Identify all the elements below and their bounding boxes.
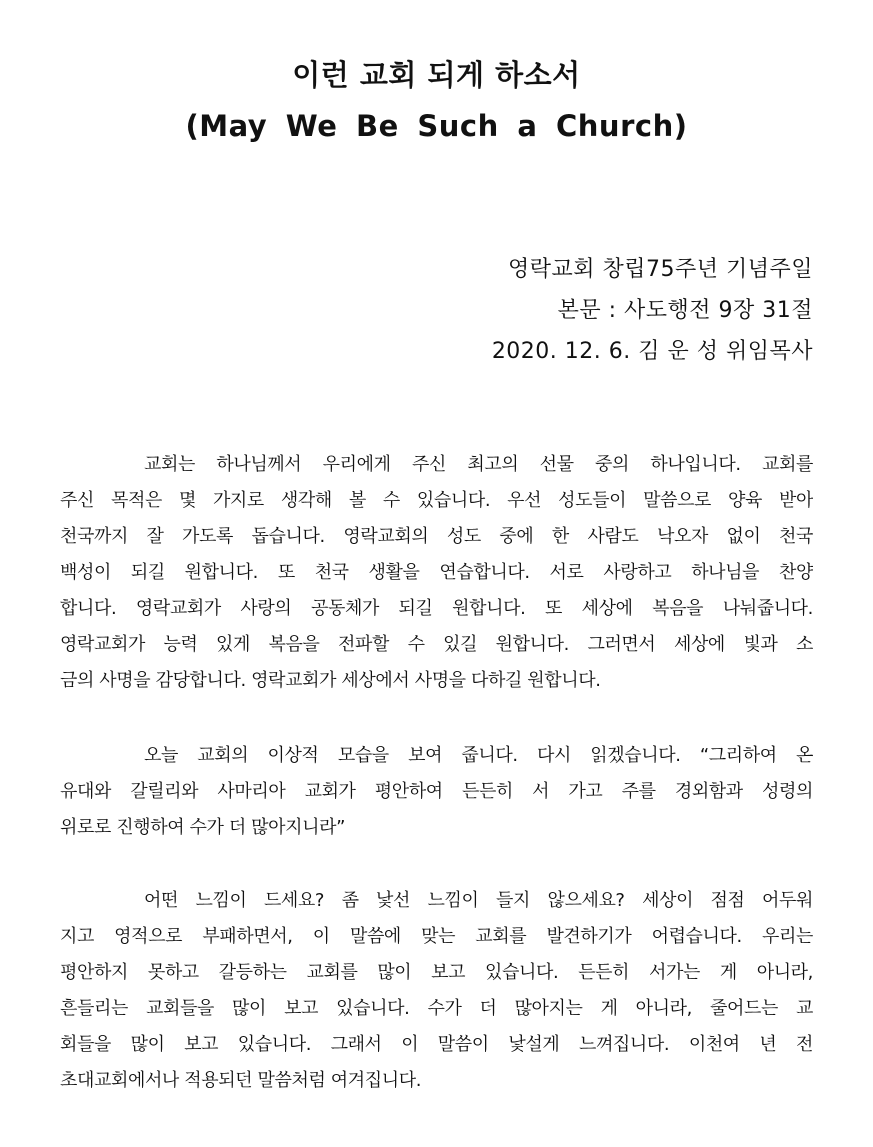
scripture-line: 본문 : 사도행전 9장 31절	[557, 298, 813, 323]
date-preacher-line: 2020. 12. 6. 김 운 성 위임목사	[491, 339, 813, 364]
paragraph-line: 초대교회에서나 적용되던 말씀처럼 여겨집니다.	[60, 1070, 422, 1091]
sermon-title-english: (May We Be Such a Church)	[185, 109, 688, 143]
paragraph-line: 위로로 진행하여 수가 더 많아지니라”	[60, 817, 346, 838]
paragraph-3	[60, 883, 813, 1099]
paragraph-2	[60, 738, 813, 846]
paragraph-line: 주신 목적은 몇 가지로 생각해 볼 수 있습니다. 우선 성도들이 말씀으로 양육 받아	[60, 490, 813, 511]
paragraph-line: 어떤 느낌이 드세요? 좀 낯선 느낌이 들지 않으세요? 세상이 점점 어두워	[144, 890, 813, 911]
paragraph-line: 흔들리는 교회들을 많이 보고 있습니다. 수가 더 많아지는 게 아니라, 줄어드는 교	[60, 998, 813, 1019]
paragraph-line: 오늘 교회의 이상적 모습을 보여 줍니다. 다시 읽겠습니다. “그리하여 온	[144, 745, 813, 766]
sermon-title: 이런 교회 되게 하소서	[292, 58, 581, 92]
paragraph-line: 유대와 갈릴리와 사마리아 교회가 평안하여 든든히 서 가고 주를 경외함과 성령의	[60, 781, 813, 802]
paragraph-line: 합니다. 영락교회가 사랑의 공동체가 되길 원합니다. 또 세상에 복음을 나눠줍니다.	[60, 598, 813, 619]
paragraph-1	[60, 447, 813, 699]
paragraph-line: 회들을 많이 보고 있습니다. 그래서 이 말씀이 낯설게 느껴집니다. 이천여 년 전	[60, 1034, 813, 1055]
paragraph-line: 평안하지 못하고 갈등하는 교회를 많이 보고 있습니다. 든든히 서가는 게 아니라,	[60, 962, 813, 983]
paragraph-line: 지고 영적으로 부패하면서, 이 말씀에 맞는 교회를 발견하기가 어렵습니다. 우리는	[60, 926, 813, 947]
paragraph-line: 백성이 되길 원합니다. 또 천국 생활을 연습합니다. 서로 사랑하고 하나님을 찬양	[60, 562, 813, 583]
paragraph-line: 영락교회가 능력 있게 복음을 전파할 수 있길 원합니다. 그러면서 세상에 빛과 소	[60, 634, 813, 655]
paragraph-line: 금의 사명을 감당합니다. 영락교회가 세상에서 사명을 다하길 원합니다.	[60, 670, 601, 691]
paragraph-line: 교회는 하나님께서 우리에게 주신 최고의 선물 중의 하나입니다. 교회를	[144, 454, 813, 475]
occasion-line: 영락교회 창립75주년 기념주일	[507, 257, 813, 282]
paragraph-line: 천국까지 잘 가도록 돕습니다. 영락교회의 성도 중에 한 사람도 낙오자 없이 천국	[60, 526, 813, 547]
